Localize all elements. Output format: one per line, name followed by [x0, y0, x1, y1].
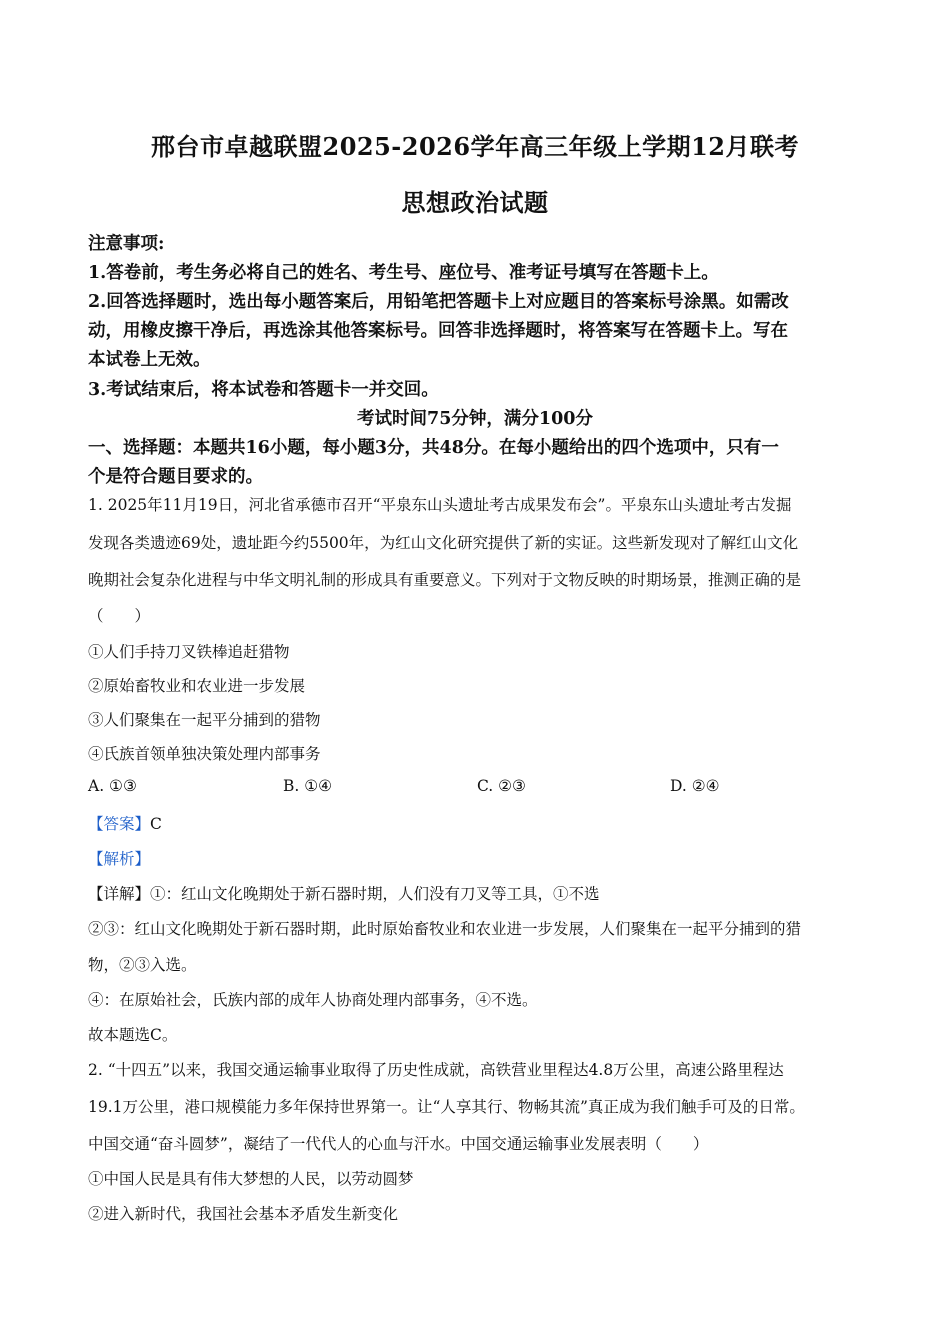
- q2-item-2: ②进入新时代，我国社会基本矛盾发生新变化: [88, 1205, 399, 1223]
- q1-option-b: B. ①④: [283, 777, 333, 795]
- detail-text-1: ①：红山文化晚期处于新石器时期，人们没有刀叉等工具，①不选: [150, 885, 600, 903]
- q1-option-a: A. ①③: [88, 777, 137, 795]
- exam-time-score: 考试时间75分钟，满分100分: [357, 409, 593, 429]
- q1-options: [88, 777, 868, 799]
- q2-stem-line-1: 2. “十四五”以来，我国交通运输事业取得了历史性成就，高铁营业里程达4.8万公里，高速公路里程达: [88, 1061, 784, 1079]
- exam-subject: 思想政治试题: [401, 188, 549, 217]
- q1-item-4: ④氏族首领单独决策处理内部事务: [88, 745, 321, 763]
- q2-stem-line-3: 中国交通“奋斗圆梦”，凝结了一代代人的心血与汗水。中国交通运输事业发展表明（ ）: [88, 1135, 709, 1153]
- detail-tag: 【详解】: [88, 885, 151, 903]
- q1-conclusion: 故本题选C。: [88, 1026, 178, 1044]
- exam-title: 邢台市卓越联盟2025-2026学年高三年级上学期12月联考: [151, 132, 799, 161]
- q1-stem-line-2: 发现各类遗迹69处，遗址距今约5500年，为红山文化研究提供了新的实证。这些新发现对了解红山文化: [88, 534, 799, 552]
- q2-stem-line-2: 19.1万公里，港口规模能力多年保持世界第一。让“人享其行、物畅其流”真正成为我们触手可及的日常。: [88, 1098, 805, 1116]
- notice-item-2-line-3: 本试卷上无效。: [88, 350, 211, 370]
- section-intro-line-2: 个是符合题目要求的。: [88, 467, 263, 487]
- notice-item-2-line-1: 2.回答选择题时，选出每小题答案后，用铅笔把答题卡上对应题目的答案标号涂黑。如需改: [88, 292, 789, 312]
- notice-item-1: 1.答卷前，考生务必将自己的姓名、考生号、座位号、准考证号填写在答题卡上。: [88, 263, 719, 283]
- analysis-tag: 【解析】: [88, 850, 151, 868]
- q1-stem-line-3: 晚期社会复杂化进程与中华文明礼制的形成具有重要意义。下列对于文物反映的时期场景，推测正确的是: [88, 571, 802, 589]
- q1-stem-line-1: 1. 2025年11月19日，河北省承德市召开“平泉东山头遗址考古成果发布会”。平泉东山头遗址考古发掘: [88, 496, 792, 514]
- q1-detail-line-4: ④：在原始社会，氏族内部的成年人协商处理内部事务，④不选。: [88, 991, 538, 1009]
- q1-option-d: D. ②④: [670, 777, 720, 795]
- notice-heading: 注意事项:: [88, 234, 165, 254]
- q1-item-3: ③人们聚集在一起平分捕到的猎物: [88, 711, 321, 729]
- answer-value: C: [150, 815, 162, 833]
- q2-item-1: ①中国人民是具有伟大梦想的人民，以劳动圆梦: [88, 1170, 414, 1188]
- answer-tag: 【答案】: [88, 815, 151, 833]
- q1-item-1: ①人们手持刀叉铁棒追赶猎物: [88, 643, 290, 661]
- notice-item-2-line-2: 动，用橡皮擦干净后，再选涂其他答案标号。回答非选择题时，将答案写在答题卡上。写在: [88, 321, 788, 341]
- q1-option-c: C. ②③: [477, 777, 526, 795]
- q1-stem-line-4: （ ）: [88, 607, 151, 625]
- q1-detail-line-3: 物，②③入选。: [88, 956, 197, 974]
- q1-detail-line-2: ②③：红山文化晚期处于新石器时期，此时原始畜牧业和农业进一步发展，人们聚集在一起平分捕到的猎: [88, 920, 802, 938]
- q1-item-2: ②原始畜牧业和农业进一步发展: [88, 677, 306, 695]
- q1-answer: [88, 812, 162, 834]
- q1-analysis: [88, 847, 150, 869]
- notice-item-3: 3.考试结束后，将本试卷和答题卡一并交回。: [88, 380, 439, 400]
- section-intro-line-1: 一、选择题：本题共16小题，每小题3分，共48分。在每小题给出的四个选项中，只有一: [88, 438, 779, 458]
- q1-detail-line-1: [88, 882, 600, 904]
